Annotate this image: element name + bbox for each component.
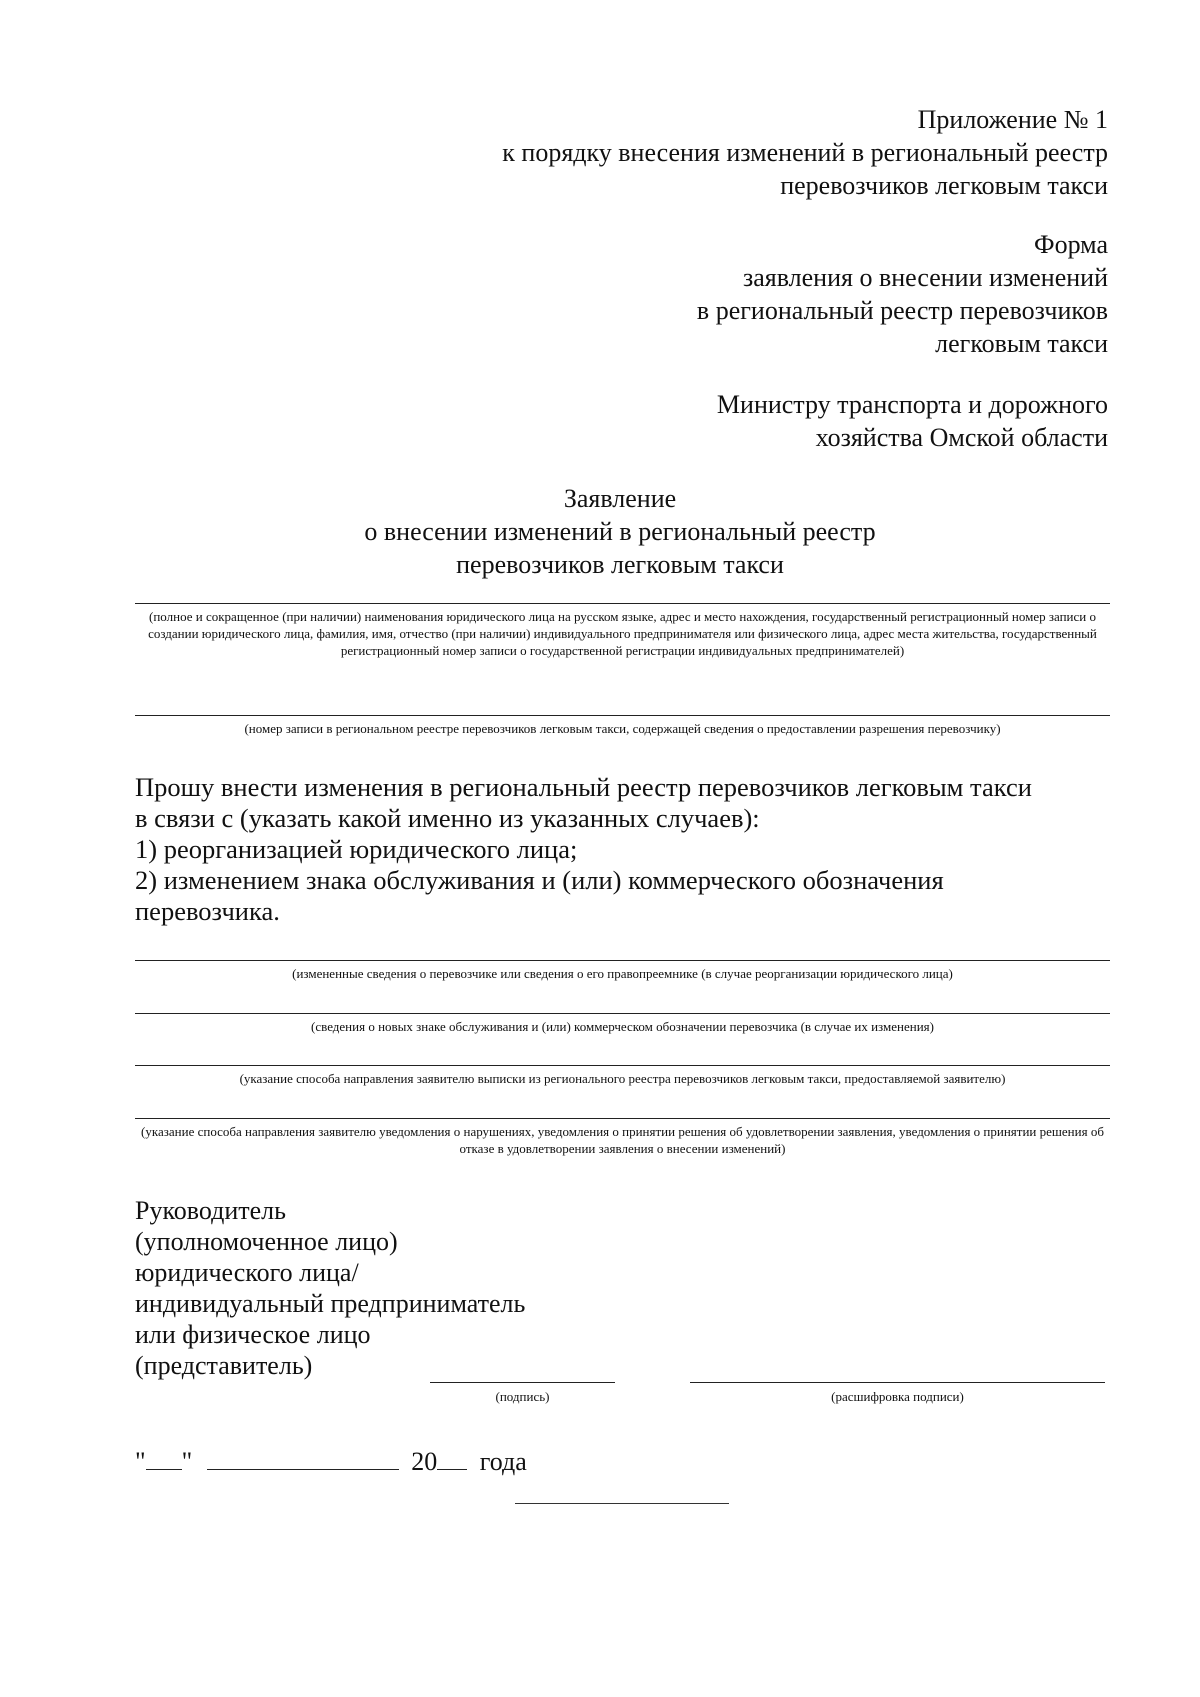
- notice-method-caption: (указание способа направления заявителю уведомления о нарушениях, уведомления о принятии решения об удовлетворении заявления, уведомления о принятии решения об отказе в удовлетворении заявления о внесении изменений): [141, 1124, 1104, 1156]
- signer-line: или физическое лицо: [135, 1320, 371, 1349]
- request-case-2: 2) изменением знака обслуживания и (или) коммерческого обозначения: [135, 865, 944, 895]
- signature-field[interactable]: [430, 1382, 615, 1405]
- extract-method-field[interactable]: [135, 1065, 1110, 1087]
- request-line: Прошу внести изменения в региональный реестр перевозчиков легковым такси: [135, 772, 1032, 802]
- date-year-prefix: 20: [411, 1447, 438, 1476]
- applicant-info-line[interactable]: [135, 603, 1110, 604]
- signature-decoding-field[interactable]: [690, 1382, 1105, 1405]
- form-label-line: в региональный реестр перевозчиков: [696, 296, 1108, 325]
- form-label-line: легковым такси: [935, 329, 1108, 358]
- record-number-caption: (номер записи в региональном реестре перевозчиков легковым такси, содержащей сведения о предоставлении разрешения перевозчику): [244, 721, 1001, 736]
- request-line: в связи с (указать какой именно из указанных случаев):: [135, 803, 760, 833]
- request-case-1: 1) реорганизацией юридического лица;: [135, 834, 578, 864]
- extract-method-caption: (указание способа направления заявителю выписки из регионального реестра перевозчиков легковым такси, предоставляемой заявителю): [239, 1071, 1006, 1086]
- addressee-line: Министру транспорта и дорожного: [716, 390, 1108, 419]
- signer-line: (представитель): [135, 1351, 313, 1380]
- appendix-number: Приложение № 1: [917, 105, 1108, 134]
- appendix-ref-line: к порядку внесения изменений в региональный реестр: [502, 138, 1108, 167]
- signer-block: [135, 1195, 525, 1381]
- signature-decoding-line[interactable]: [690, 1382, 1105, 1383]
- date-day-blank[interactable]: [146, 1445, 182, 1470]
- document-title: [0, 482, 1200, 581]
- form-word: Форма: [1034, 230, 1108, 259]
- signature-decoding-caption: (расшифровка подписи): [831, 1389, 964, 1404]
- applicant-info-field[interactable]: [135, 603, 1110, 659]
- addressee-line: хозяйства Омской области: [815, 423, 1108, 452]
- date-close-quote: ": [181, 1447, 193, 1476]
- form-label: [697, 228, 1108, 360]
- notice-method-field[interactable]: [135, 1118, 1110, 1157]
- date-line: [135, 1445, 527, 1479]
- footer-separator: [515, 1503, 729, 1504]
- changed-info-line[interactable]: [135, 960, 1110, 961]
- title-line: о внесении изменений в региональный реестр: [364, 517, 876, 546]
- changed-info-caption: (измененные сведения о перевозчике или сведения о его правопреемнике (в случае реорганизации юридического лица): [292, 966, 953, 981]
- signature-line[interactable]: [430, 1382, 615, 1383]
- signer-line: Руководитель: [135, 1196, 286, 1225]
- request-body: [135, 772, 1125, 927]
- signer-line: юридического лица/: [135, 1258, 359, 1287]
- new-sign-caption: (сведения о новых знаке обслуживания и (или) коммерческом обозначении перевозчика (в случае их изменения): [311, 1019, 934, 1034]
- signer-line: (уполномоченное лицо): [135, 1227, 398, 1256]
- appendix-header: [502, 103, 1108, 202]
- title-word: Заявление: [563, 484, 677, 513]
- date-open-quote: ": [135, 1447, 146, 1476]
- extract-method-line[interactable]: [135, 1065, 1110, 1066]
- title-line: перевозчиков легковым такси: [456, 550, 784, 579]
- appendix-ref-line: перевозчиков легковым такси: [780, 171, 1108, 200]
- signature-caption: (подпись): [495, 1389, 550, 1404]
- record-number-field[interactable]: [135, 715, 1110, 737]
- notice-method-line[interactable]: [135, 1118, 1110, 1119]
- form-label-line: заявления о внесении изменений: [742, 263, 1108, 292]
- record-number-line[interactable]: [135, 715, 1110, 716]
- applicant-info-caption: (полное и сокращенное (при наличии) наименования юридического лица на русском языке, адрес и место нахождения, государственный регистрационный номер записи о создании юридического лица, фамилия, имя, отчество (при наличии) индивидуального предпринимателя или физического лица, адрес места жительства, государственный регистрационный номер записи о государственной регистрации индивидуальных предпринимателей): [148, 609, 1097, 658]
- addressee: [717, 388, 1108, 454]
- date-year-blank[interactable]: [437, 1445, 467, 1470]
- date-year-suffix: года: [479, 1447, 527, 1476]
- signer-line: индивидуальный предприниматель: [135, 1289, 526, 1318]
- date-month-blank[interactable]: [207, 1445, 399, 1470]
- new-sign-field[interactable]: [135, 1013, 1110, 1035]
- changed-info-field[interactable]: [135, 960, 1110, 982]
- request-case-2-cont: перевозчика.: [135, 896, 280, 926]
- new-sign-line[interactable]: [135, 1013, 1110, 1014]
